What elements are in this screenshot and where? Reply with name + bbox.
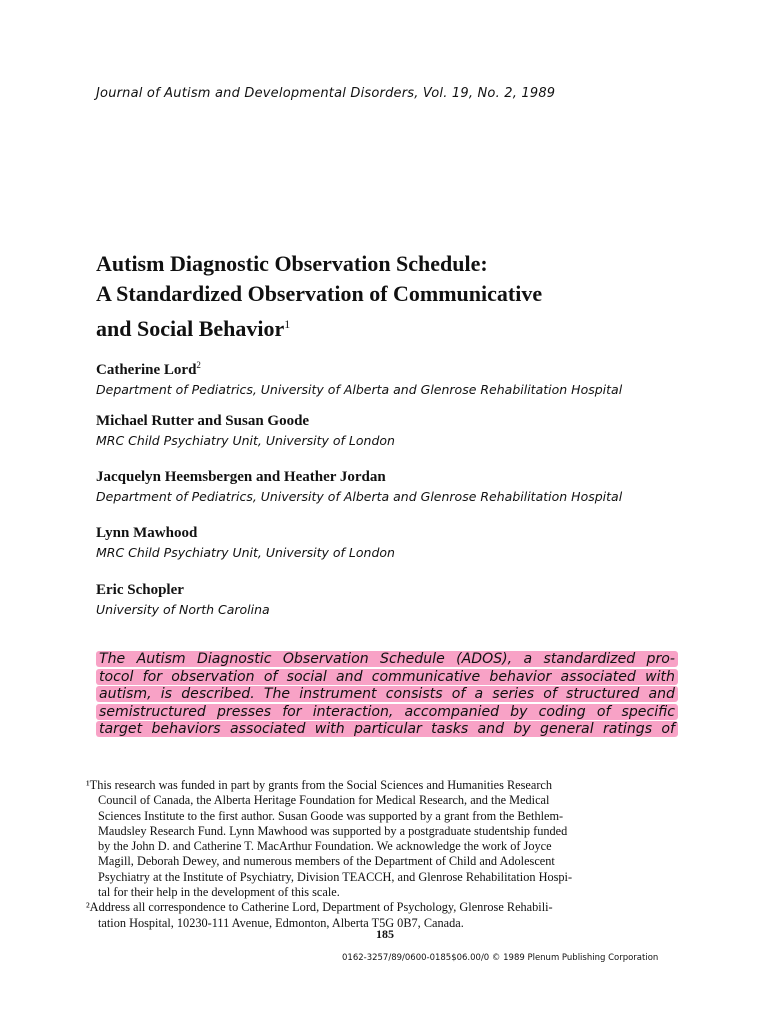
author-name: Michael Rutter and Susan Goode xyxy=(96,413,310,429)
title-line-1: Autism Diagnostic Observation Schedule: xyxy=(96,251,488,276)
author-footnote-mark: 2 xyxy=(196,360,201,370)
highlight-span: tocol for observation of social and communicative behavior associated with xyxy=(96,669,678,685)
footnote-line: Magill, Deborah Dewey, and numerous members of the Department of Child and Adolescent xyxy=(98,854,555,869)
author-affiliation: MRC Child Psychiatry Unit, University of London xyxy=(96,433,395,448)
footnote-line: Maudsley Research Fund. Lynn Mawhood was supported by a postgraduate studentship funded xyxy=(98,823,568,838)
title-line-2: A Standardized Observation of Communicative xyxy=(96,281,543,306)
author-name: Jacquelyn Heemsbergen and Heather Jordan xyxy=(96,469,386,485)
author-entry xyxy=(96,524,716,562)
abstract-line xyxy=(96,686,678,704)
author-entry xyxy=(96,581,716,619)
highlight-span: The Autism Diagnostic Observation Schedule (ADOS), a standardized pro- xyxy=(96,651,678,667)
abstract-line xyxy=(96,669,678,687)
footnotes xyxy=(86,778,686,931)
title-footnote-mark: 1 xyxy=(284,317,291,331)
author-affiliation: MRC Child Psychiatry Unit, University of London xyxy=(96,545,395,560)
footnote-line: ¹This research was funded in part by grants from the Social Sciences and Humanities Research xyxy=(86,778,553,792)
highlight-span: autism, is described. The instrument consists of a series of structured and xyxy=(96,686,678,702)
footnote-line: by the John D. and Catherine T. MacArthur Foundation. We acknowledge the work of Joyce xyxy=(98,839,552,854)
footnote-line: Psychiatry at the Institute of Psychiatry, Division TEACCH, and Glenrose Rehabilitation Hospi- xyxy=(98,869,573,884)
author-entry xyxy=(96,468,716,506)
footnote-line: tal for their help in the development of this scale. xyxy=(98,885,340,900)
highlight-span: target behaviors associated with particular tasks and by general ratings of xyxy=(96,721,678,737)
abstract-line xyxy=(96,721,678,739)
abstract-line xyxy=(96,651,678,669)
footnote-line: Sciences Institute to the first author. Susan Goode was supported by a grant from the Bethlem- xyxy=(98,808,564,823)
author-name: Eric Schopler xyxy=(96,582,184,598)
journal-header: Journal of Autism and Developmental Disorders, Vol. 19, No. 2, 1989 xyxy=(96,86,556,101)
abstract-line xyxy=(96,704,678,722)
author-entry xyxy=(96,356,716,399)
author-entry xyxy=(96,412,716,450)
author-name: Lynn Mawhood xyxy=(96,525,198,541)
footnote-line: tation Hospital, 10230-111 Avenue, Edmonton, Alberta T5G 0B7, Canada. xyxy=(98,915,464,930)
abstract-highlighted xyxy=(96,651,678,739)
page-number: 185 xyxy=(376,927,394,941)
footnote-line: Council of Canada, the Alberta Heritage Foundation for Medical Research, and the Medical xyxy=(98,793,550,808)
highlight-span: semistructured presses for interaction, accompanied by coding of specific xyxy=(96,704,678,720)
copyright-line: 0162-3257/89/0600-0185$06.00/0 © 1989 Plenum Publishing Corporation xyxy=(342,953,659,963)
footnote-line: ²Address all correspondence to Catherine Lord, Department of Psychology, Glenrose Rehabili- xyxy=(86,900,553,915)
author-name: Catherine Lord$^2$ xyxy=(96,360,201,378)
author-affiliation: University of North Carolina xyxy=(96,602,270,617)
author-affiliation: Department of Pediatrics, University of Alberta and Glenrose Rehabilitation Hospital xyxy=(96,489,623,504)
paper-title xyxy=(96,249,696,344)
title-line-3: and Social Behavior$^1$ xyxy=(96,316,291,341)
author-affiliation: Department of Pediatrics, University of Alberta and Glenrose Rehabilitation Hospital xyxy=(96,382,623,397)
